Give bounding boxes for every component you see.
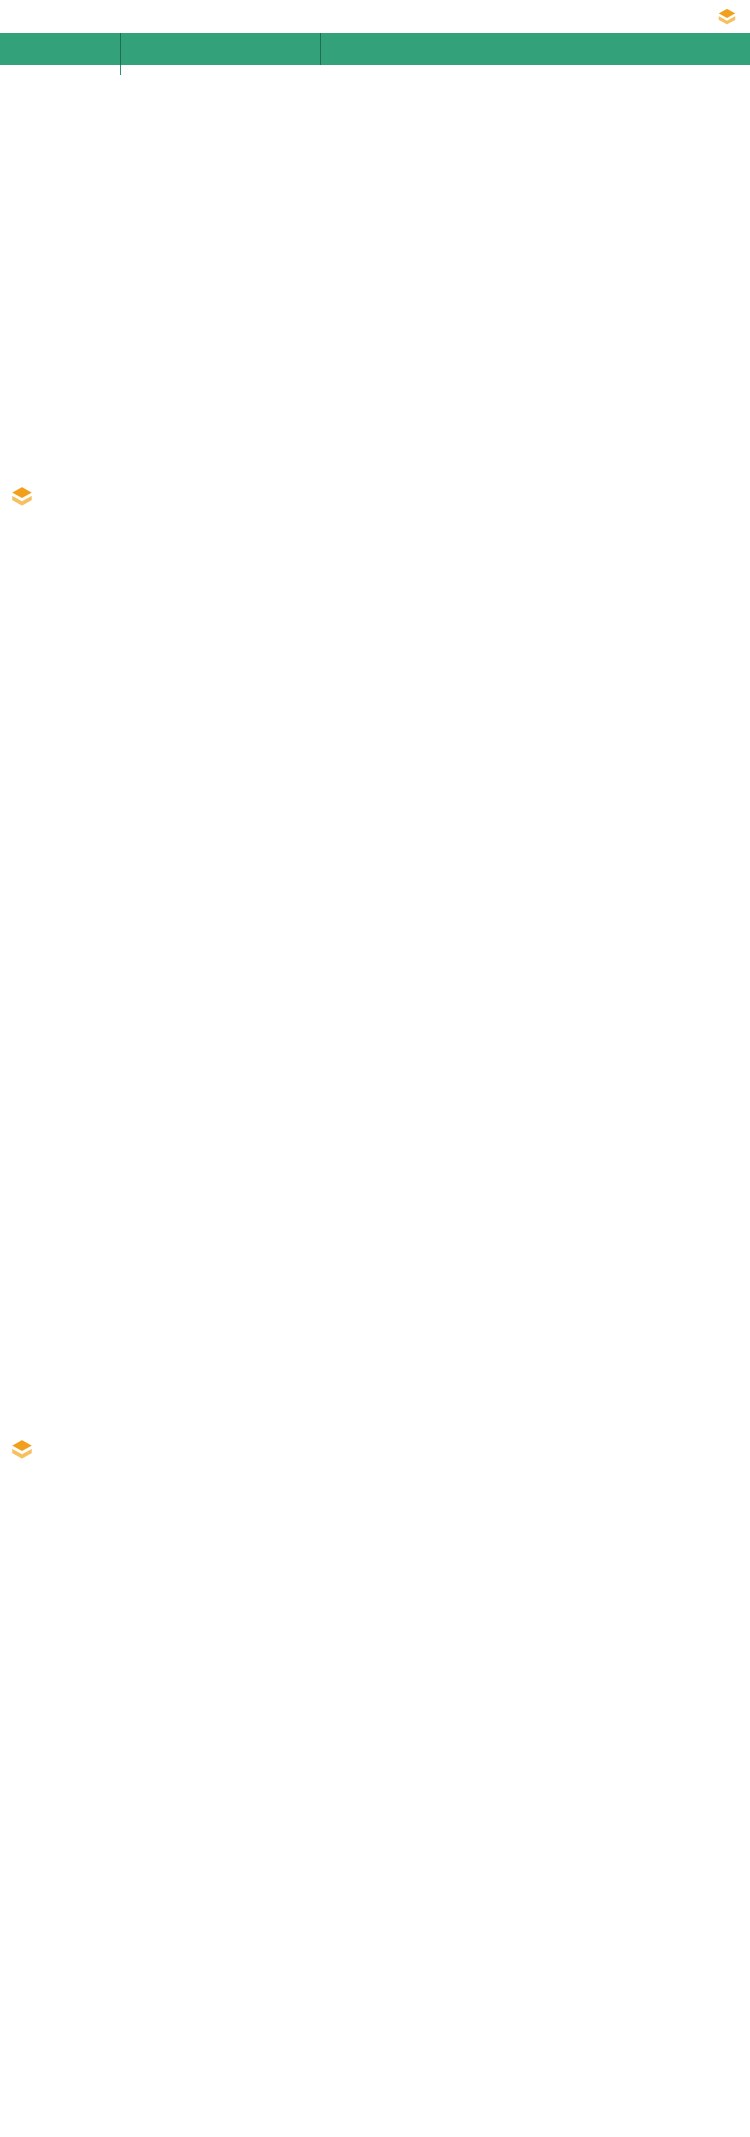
header-how-to-use bbox=[0, 33, 121, 65]
side-brand-logo-bottom bbox=[9, 1438, 35, 1468]
brand-mark-icon bbox=[9, 485, 35, 511]
side-brand-logo-top bbox=[9, 485, 35, 515]
brand-logo[interactable] bbox=[716, 6, 742, 30]
header-examples bbox=[121, 33, 321, 65]
header-sentences bbox=[321, 33, 750, 65]
brand-mark-icon bbox=[9, 1438, 35, 1464]
table-header bbox=[0, 33, 750, 65]
brand-mark-icon bbox=[716, 7, 738, 29]
how-to-use-column bbox=[0, 65, 121, 75]
